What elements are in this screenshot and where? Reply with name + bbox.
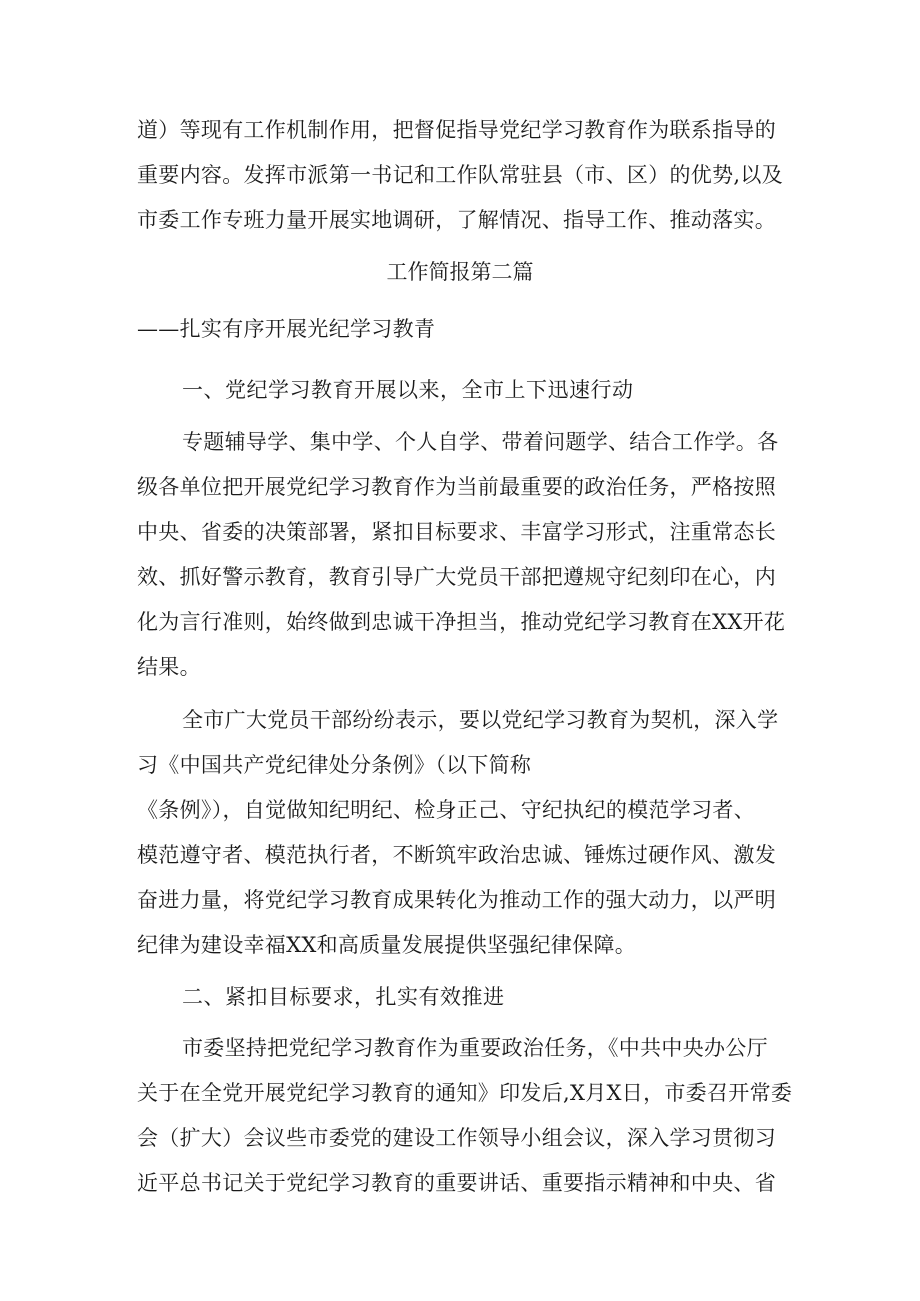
section-1-para-2-line-1: 全市广大党员干部纷纷表示，要以党纪学习教育为契机，深入学 <box>182 708 779 732</box>
section-1-para-2-line-3: 《条例》），自觉做知纪明纪、检身正己、守纪执纪的模范学习者、 <box>137 798 755 822</box>
section-1-para-1-line-5: 化为言行准则，始终做到忠诚干净担当，推动党纪学习教育在XX开花 <box>137 610 786 634</box>
section-1-para-2-line-4: 模范遵守者、模范执行者，不断筑牢政治忠诚、锤炼过硬作风、激发 <box>137 843 776 867</box>
section-2-para-1-line-4: 近平总书记关于党纪学习教育的重要讲话、重要指示精神和中央、省 <box>137 1171 776 1195</box>
section-1-para-2-line-2: 习《中国共产党纪律处分条例》（以下简称 <box>137 753 532 777</box>
section-1-para-1-line-3: 中央、省委的决策部署，紧扣目标要求、丰富学习形式，注重常态长 <box>137 520 776 544</box>
intro-line-1: 道）等现有工作机制作用，把督促指导党纪学习教育作为联系指导的 <box>137 118 776 142</box>
intro-line-3: 市委工作专班力量开展实地调研，了解情况、指导工作、推动落实。 <box>137 208 776 232</box>
intro-line-2: 重要内容。发挥市派第一书记和工作队常驻县（市、区）的优势,以及 <box>137 163 783 187</box>
section-1-para-2-line-5: 奋进力量，将党纪学习教育成果转化为推动工作的强大动力，以严明 <box>137 888 776 912</box>
section-2-heading: 二、紧扣目标要求，扎实有效推进 <box>182 985 505 1009</box>
section-1-para-1-line-4: 效、抓好警示教育，教育引导广大党员干部把遵规守纪刻印在心，内 <box>137 565 776 589</box>
document-subtitle: ——扎实有序开展光纪学习教青 <box>137 317 436 341</box>
section-1-para-2-line-6: 纪律为建设幸福XX和高质量发展提供坚强纪律保障。 <box>137 933 637 957</box>
section-1-para-1-line-2: 级各单位把开展党纪学习教育作为当前最重要的政治任务，严格按照 <box>137 475 776 499</box>
section-1-para-1-line-6: 结果。 <box>137 655 201 679</box>
section-1-heading: 一、党纪学习教育开展以来，全市上下迅速行动 <box>182 378 634 402</box>
section-2-para-1-line-2: 关于在全党开展党纪学习教育的通知》印发后,X月X日，市委召开常委 <box>137 1081 793 1105</box>
section-2-para-1-line-3: 会（扩大）会议些市委党的建设工作领导小组会议，深入学习贯彻习 <box>137 1126 776 1150</box>
section-2-para-1-line-1: 市委坚持把党纪学习教育作为重要政治任务，《中共中央办公厅 <box>182 1036 768 1060</box>
section-1-para-1-line-1: 专题辅导学、集中学、个人自学、带着问题学、结合工作学。各 <box>182 430 779 454</box>
document-title: 工作简报第二篇 <box>386 260 534 284</box>
